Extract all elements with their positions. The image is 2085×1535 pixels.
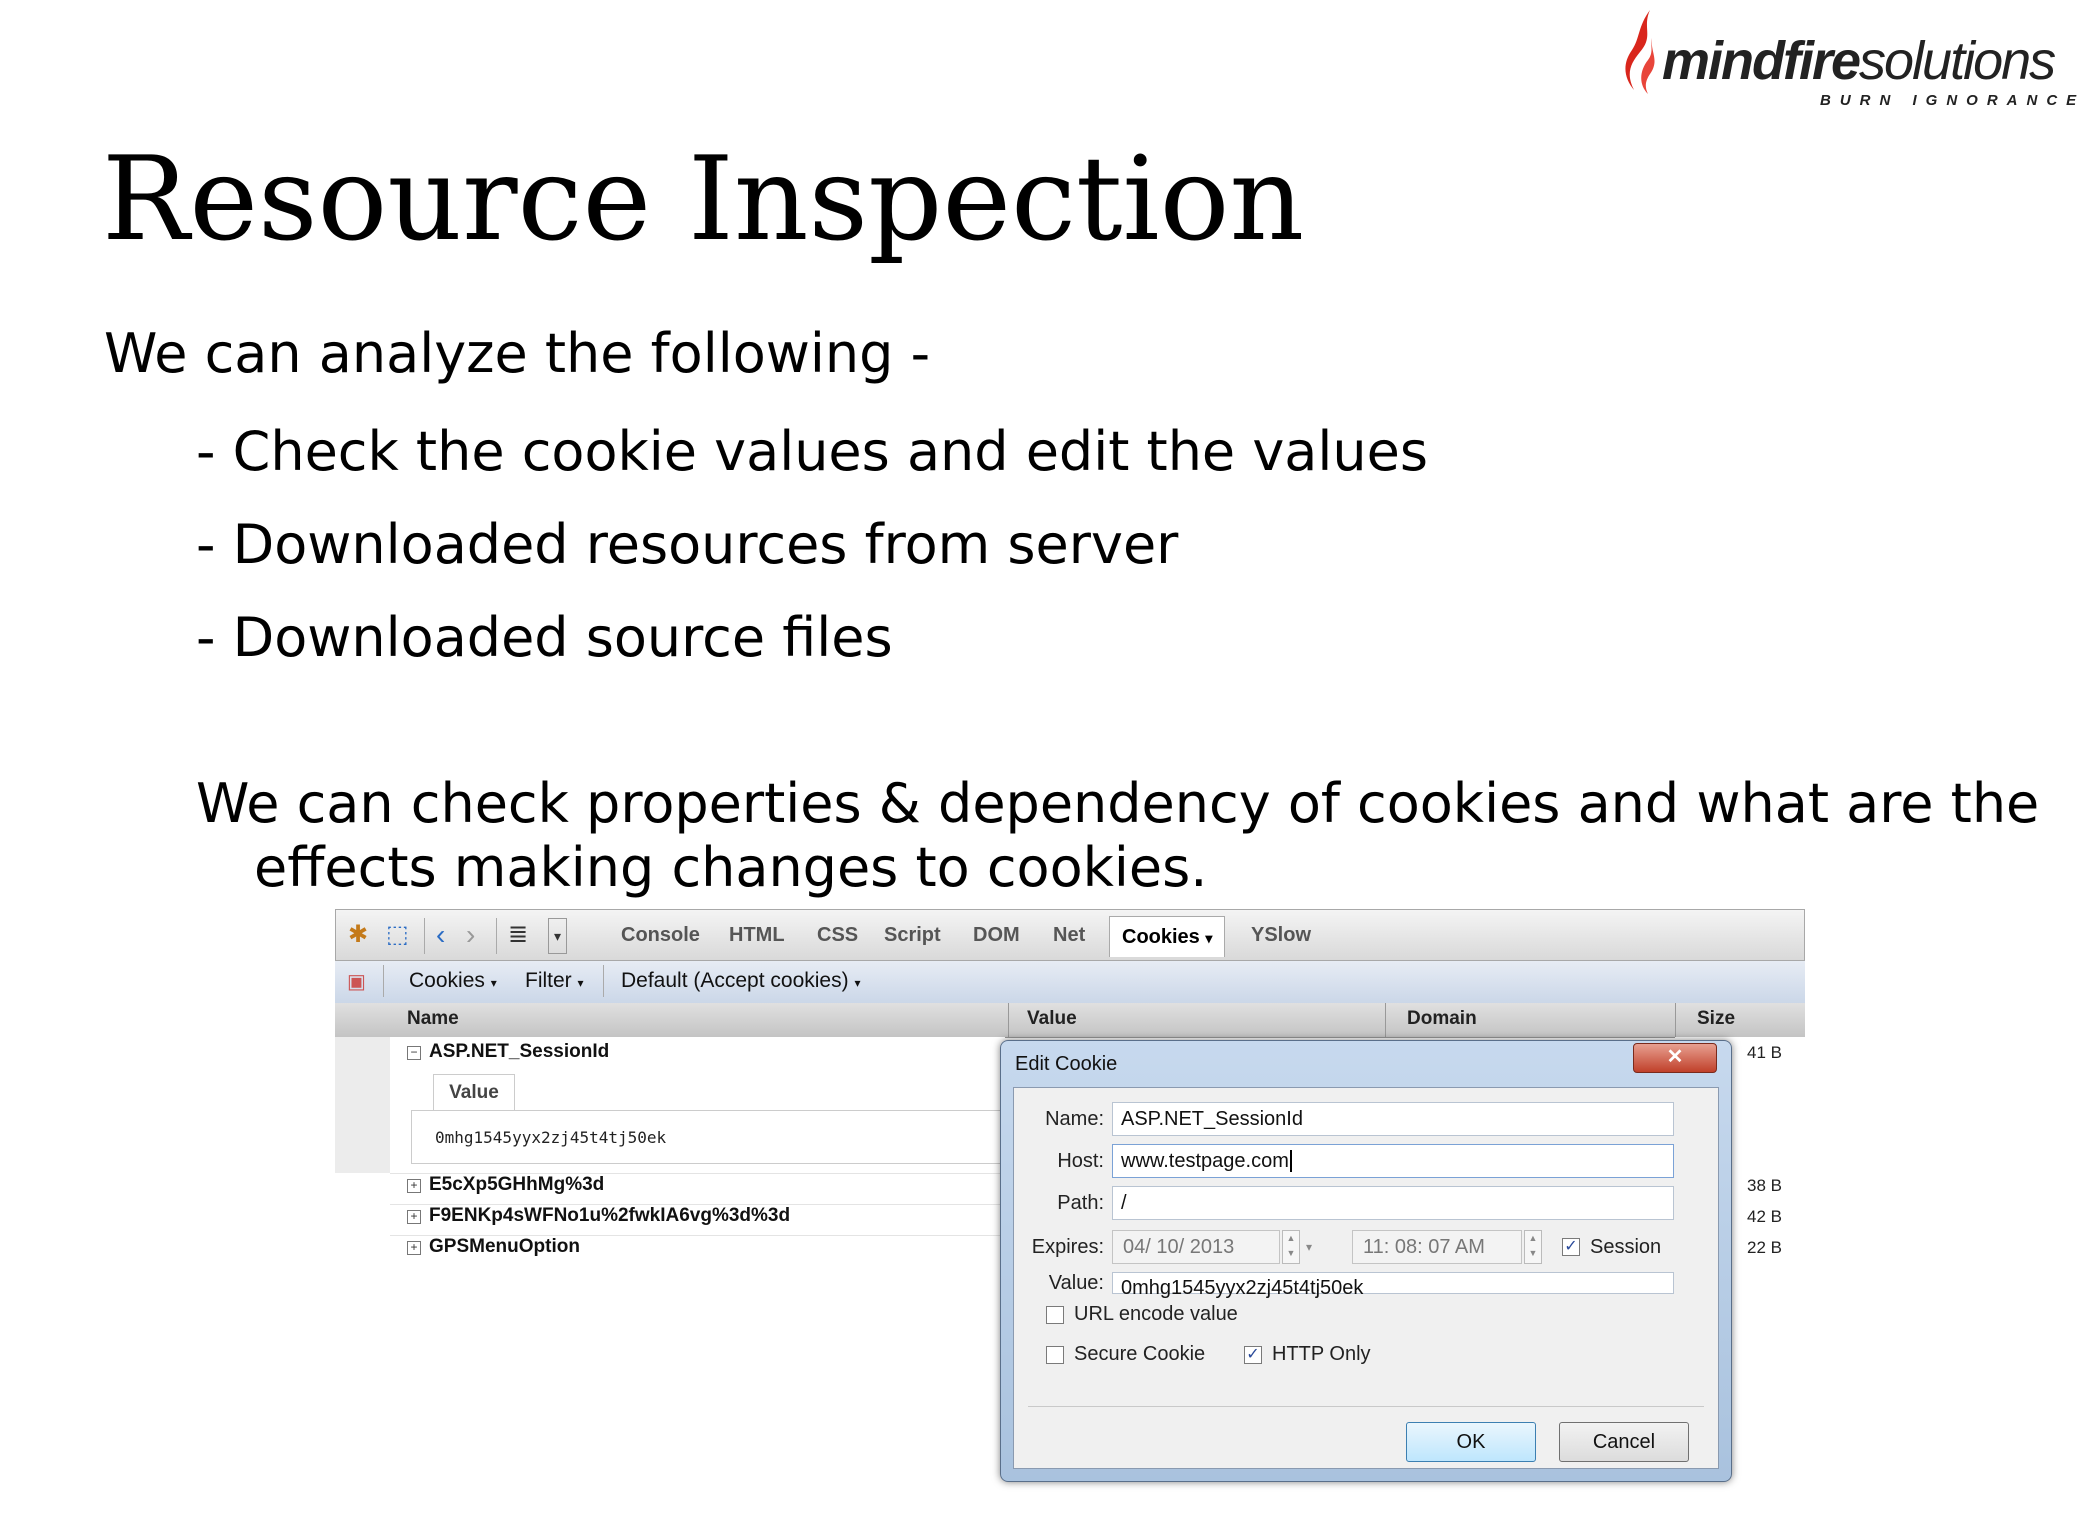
tab-css[interactable]: CSS <box>817 924 859 946</box>
dropdown-arrow-icon[interactable]: ▾ <box>548 918 567 954</box>
firebug-icon[interactable]: ✱ <box>348 921 369 948</box>
close-icon[interactable]: ✕ <box>1633 1043 1717 1073</box>
time-spinner-icon[interactable]: ▲ ▼ <box>1524 1230 1542 1264</box>
tab-cookies[interactable] <box>1109 916 1225 957</box>
expand-icon[interactable]: + <box>407 1179 421 1193</box>
url-encode-checkbox[interactable] <box>1046 1306 1064 1324</box>
cookie-name[interactable]: E5cXp5GHhMg%3d <box>429 1174 605 1195</box>
firebug-toolbar <box>335 909 1805 961</box>
tab-html[interactable]: HTML <box>729 924 785 946</box>
toolbar-separator <box>496 918 497 954</box>
back-arrow-icon[interactable]: ‹ <box>436 919 446 950</box>
dialog-separator <box>1028 1406 1704 1407</box>
path-field[interactable]: / <box>1112 1186 1674 1220</box>
column-header-size[interactable]: Size <box>1697 1008 1736 1029</box>
cookie-name[interactable]: F9ENKp4sWFNo1u%2fwkIA6vg%3d%3d <box>429 1205 791 1226</box>
secure-cookie-checkbox[interactable] <box>1046 1346 1064 1364</box>
inspect-icon[interactable]: ⬚ <box>386 921 409 948</box>
cookie-size: 41 B <box>1747 1043 1782 1062</box>
logo-word-bold: mindfire <box>1662 31 1860 91</box>
value-tab[interactable]: Value <box>433 1074 515 1111</box>
bullet-item: - Downloaded resources from server <box>196 513 1179 576</box>
host-field-text: www.testpage.com <box>1121 1150 1289 1172</box>
value-label: Value: <box>1048 1272 1104 1294</box>
url-encode-label: URL encode value <box>1074 1303 1238 1325</box>
cookie-size: 42 B <box>1747 1207 1782 1226</box>
http-only-label: HTTP Only <box>1272 1343 1371 1365</box>
date-spinner-icon[interactable]: ▲ ▼ <box>1282 1230 1300 1264</box>
edit-cookie-dialog <box>1000 1040 1732 1482</box>
dialog-body <box>1013 1087 1719 1469</box>
cookie-name[interactable]: ASP.NET_SessionId <box>429 1041 610 1062</box>
tab-cookies-label: Cookies <box>1122 926 1200 948</box>
forward-arrow-icon[interactable]: › <box>466 919 476 950</box>
ok-button[interactable]: OK <box>1406 1422 1536 1462</box>
name-field[interactable]: ASP.NET_SessionId <box>1112 1102 1674 1136</box>
secure-cookie-label: Secure Cookie <box>1074 1343 1206 1365</box>
cookie-size: 38 B <box>1747 1176 1782 1195</box>
name-label: Name: <box>1045 1108 1104 1130</box>
host-label: Host: <box>1057 1150 1104 1172</box>
chevron-down-icon: ▾ <box>577 976 584 990</box>
expires-time-field[interactable]: 11: 08: 07 AM <box>1352 1230 1522 1264</box>
filter-menu-label: Filter <box>525 969 572 992</box>
row-gutter <box>335 1037 390 1173</box>
logo-wordmark <box>1662 30 2054 92</box>
session-checkbox[interactable]: ✓ <box>1562 1238 1580 1256</box>
chevron-down-icon: ▾ <box>490 976 497 990</box>
flame-icon <box>1620 8 1666 98</box>
expires-date-field[interactable]: 04/ 10/ 2013 <box>1112 1230 1280 1264</box>
chevron-down-icon: ▾ <box>854 976 861 990</box>
collapse-icon[interactable]: − <box>407 1046 421 1060</box>
cookie-policy-menu[interactable] <box>621 969 860 993</box>
column-header-value[interactable]: Value <box>1027 1008 1077 1029</box>
slide-title: Resource Inspection <box>102 132 1305 267</box>
column-divider <box>1385 1003 1386 1037</box>
cookie-size: 22 B <box>1747 1238 1782 1257</box>
expand-icon[interactable]: + <box>407 1241 421 1255</box>
toolbar-separator <box>424 918 425 954</box>
cookie-name[interactable]: GPSMenuOption <box>429 1236 580 1257</box>
tab-net[interactable]: Net <box>1053 924 1086 946</box>
cookies-subtoolbar <box>335 961 1805 1004</box>
column-divider <box>1008 1003 1009 1037</box>
chevron-down-icon: ▾ <box>1205 930 1213 946</box>
cookie-jar-icon[interactable]: ▣ <box>347 971 366 993</box>
menu-list-icon[interactable]: ≣ <box>508 921 529 948</box>
host-field[interactable] <box>1112 1144 1674 1178</box>
logo-tagline: BURN IGNORANCE <box>1820 92 2085 109</box>
toolbar-separator <box>383 965 384 997</box>
cookies-table-header <box>335 1003 1805 1038</box>
cancel-button[interactable]: Cancel <box>1559 1422 1689 1462</box>
toolbar-separator <box>603 965 604 997</box>
bullet-item: - Check the cookie values and edit the values <box>196 420 1428 483</box>
value-field[interactable]: 0mhg1545yyx2zj45t4tj50ek <box>1112 1272 1674 1294</box>
intro-text: We can analyze the following - <box>104 322 931 385</box>
logo-word-light: solutions <box>1859 31 2055 91</box>
column-header-domain[interactable]: Domain <box>1407 1008 1477 1029</box>
cookie-value-text: 0mhg1545yyx2zj45t4tj50ek <box>435 1128 667 1147</box>
column-divider <box>1675 1003 1676 1037</box>
chevron-down-icon[interactable]: ▾ <box>1306 1240 1313 1254</box>
tab-script[interactable]: Script <box>884 924 941 946</box>
text-cursor <box>1290 1150 1292 1172</box>
bullet-item: - Downloaded source files <box>196 606 893 669</box>
paragraph-line-2: effects making changes to cookies. <box>254 836 1208 899</box>
tab-dom[interactable]: DOM <box>973 924 1020 946</box>
expires-label: Expires: <box>1031 1236 1104 1258</box>
session-label: Session <box>1590 1236 1662 1258</box>
tab-yslow[interactable]: YSlow <box>1251 924 1312 946</box>
http-only-checkbox[interactable]: ✓ <box>1244 1346 1262 1364</box>
expand-icon[interactable]: + <box>407 1210 421 1224</box>
cookies-menu[interactable] <box>409 969 497 993</box>
filter-menu[interactable] <box>525 969 584 993</box>
company-logo <box>1620 6 2085 114</box>
dialog-title: Edit Cookie <box>1015 1053 1118 1075</box>
paragraph-line-1: We can check properties & dependency of cookies and what are the <box>196 772 2040 835</box>
tab-console[interactable]: Console <box>621 924 700 946</box>
cookies-menu-label: Cookies <box>409 969 485 992</box>
cookie-policy-label: Default (Accept cookies) <box>621 969 849 992</box>
column-header-name[interactable]: Name <box>407 1008 459 1029</box>
path-label: Path: <box>1057 1192 1104 1214</box>
